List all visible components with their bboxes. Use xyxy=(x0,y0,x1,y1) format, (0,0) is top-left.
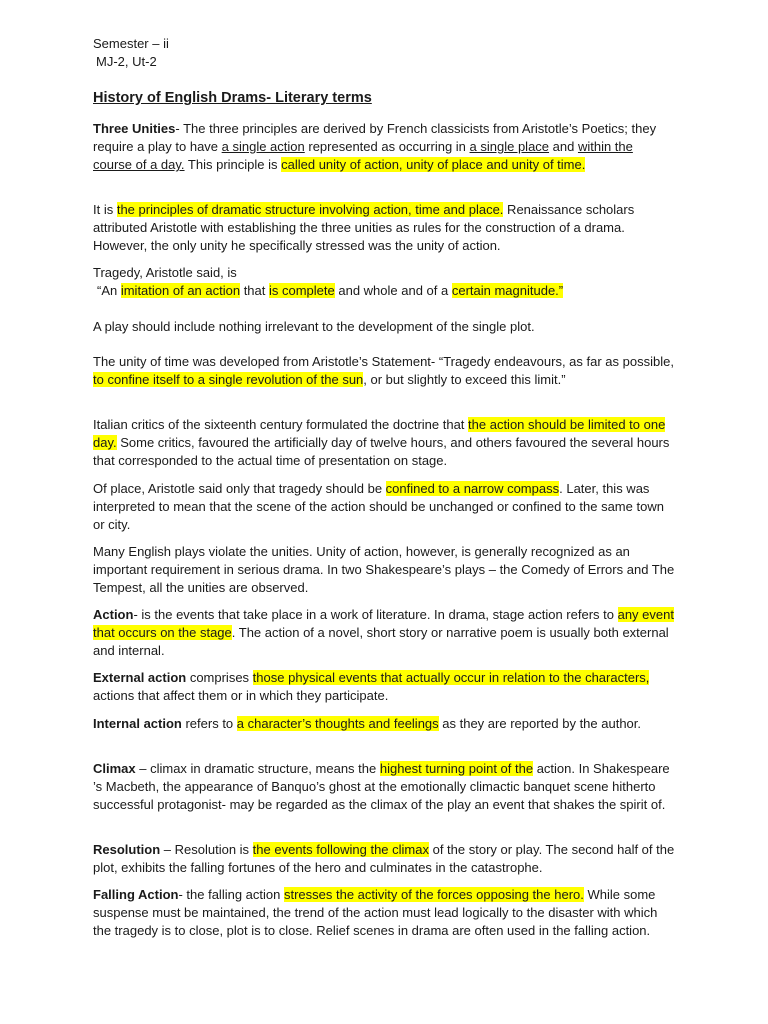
underlined-text: a single place xyxy=(469,139,550,155)
text: - is the events that take place in a work of literature. In drama, stage action refers to xyxy=(133,607,618,622)
term-climax: Climax xyxy=(93,761,136,776)
term-internal-action: Internal action xyxy=(93,716,182,731)
text: represented as occurring in xyxy=(304,139,470,155)
text: . Later, this was interpreted to mean that the scene of the action should be unchanged or confined to the same town or city. xyxy=(93,481,664,533)
text: Tragedy, Aristotle said, is xyxy=(93,265,237,280)
text: This principle is xyxy=(184,157,282,173)
paragraph-single-plot: A play should include nothing irrelevant to the development of the single plot. xyxy=(93,319,535,334)
term-three-unities: Three Unities xyxy=(93,121,176,136)
highlighted-text: the principles of dramatic structure involving action, time and place. xyxy=(116,202,504,217)
paragraph-resolution xyxy=(93,841,675,877)
paragraph-tragedy xyxy=(93,264,675,300)
term-falling-action: Falling Action xyxy=(93,887,179,902)
paragraph-climax xyxy=(93,760,675,815)
text: , or but slightly to exceed this limit.” xyxy=(363,372,566,388)
highlighted-text: to confine itself to a single revolution of the sun xyxy=(93,372,364,388)
text: “An xyxy=(97,283,121,299)
highlighted-text: called unity of action, unity of place and unity of time. xyxy=(281,157,586,173)
text: as they are reported by the author. xyxy=(438,716,642,731)
text: – climax in dramatic structure, means the xyxy=(135,761,380,776)
text: Italian critics of the sixteenth century formulated the doctrine that xyxy=(93,417,469,432)
text: of the story or play. The second half of the plot, exhibits the falling fortunes of the hero and culminates in the catastrophe. xyxy=(93,842,675,876)
highlighted-text: highest turning point of the xyxy=(379,761,534,776)
text: actions that affect them or in which they participate. xyxy=(93,688,389,704)
text: – Resolution is xyxy=(160,842,253,857)
highlighted-text: any event that occurs on the stage xyxy=(93,607,674,641)
paragraph-internal-action xyxy=(93,715,675,733)
underlined-text: within the course of a day. xyxy=(93,139,633,173)
text: action. In Shakespeare ’s Macbeth, the appearance of Banquo’s ghost at the emotionally climactic banquet scene hitherto successful protagonist- may be regarded as the climax of the play an event that shakes the spirit of. xyxy=(93,761,670,813)
paragraph-external-action xyxy=(93,669,675,705)
highlighted-text: certain magnitude.” xyxy=(451,283,564,299)
highlighted-text: the action should be limited to one day. xyxy=(93,417,666,451)
highlighted-text: the events following the climax xyxy=(252,842,429,857)
paragraph-place xyxy=(93,480,675,535)
text: Some critics, favoured the artificially day of twelve hours, and others favoured the several hours that corresponded to the actual time of presentation on stage. xyxy=(93,435,670,469)
text: that xyxy=(240,283,269,299)
highlighted-text: a character’s thoughts and feelings xyxy=(236,716,439,731)
text: It is xyxy=(93,202,117,217)
highlighted-text: is complete xyxy=(269,283,335,299)
text: . The action of a novel, short story or narrative poem is usually both external and internal. xyxy=(93,625,669,659)
term-external-action: External action xyxy=(93,670,187,685)
text: - The three principles are derived by French classicists from Aristotle’s Poetics; they require a play to have xyxy=(93,121,657,155)
text: and xyxy=(549,139,578,155)
highlighted-text: confined to a narrow compass xyxy=(385,481,560,496)
underlined-text: a single action xyxy=(221,139,305,155)
document-title: History of English Drams- Literary terms xyxy=(93,90,372,106)
paragraph-english-plays: Many English plays violate the unities. Unity of action, however, is generally recognized as an important requirement in serious drama. In two Shakespeare’s plays – the Comedy of Errors and The Tempest, all the unities are observed. xyxy=(93,544,675,596)
highlighted-text: imitation of an action xyxy=(120,283,241,299)
text: - the falling action xyxy=(178,887,284,902)
unit-code: MJ-2, Ut-2 xyxy=(96,54,157,69)
text: Renaissance scholars attributed Aristotle with establishing the three unities as rules for the construction of a drama. However, the only unity he specifically stressed was the unity of action. xyxy=(93,202,635,254)
text: comprises xyxy=(186,670,253,685)
paragraph-unity-time xyxy=(93,353,675,389)
semester-label: Semester – ii xyxy=(93,36,169,51)
paragraph-principles xyxy=(93,201,675,256)
text: refers to xyxy=(181,716,237,731)
highlighted-text: stresses the activity of the forces opposing the hero. xyxy=(283,887,584,902)
text: While some suspense must be maintained, the trend of the action must lead logically to the disaster with which the tragedy is to close, plot is to close. Relief scenes in drama are often used in the falling action. xyxy=(93,887,658,939)
paragraph-three-unities xyxy=(93,120,675,175)
text: The unity of time was developed from Aristotle’s Statement- “Tragedy endeavours, as far as possible, xyxy=(93,354,674,369)
paragraph-action xyxy=(93,606,675,661)
highlighted-text: those physical events that actually occur in relation to the characters, xyxy=(252,670,650,685)
paragraph-falling-action xyxy=(93,886,675,941)
term-resolution: Resolution xyxy=(93,842,161,857)
paragraph-italian-critics xyxy=(93,416,675,471)
term-action: Action xyxy=(93,607,134,622)
text: and whole and of a xyxy=(334,283,452,299)
text: Of place, Aristotle said only that tragedy should be xyxy=(93,481,386,496)
